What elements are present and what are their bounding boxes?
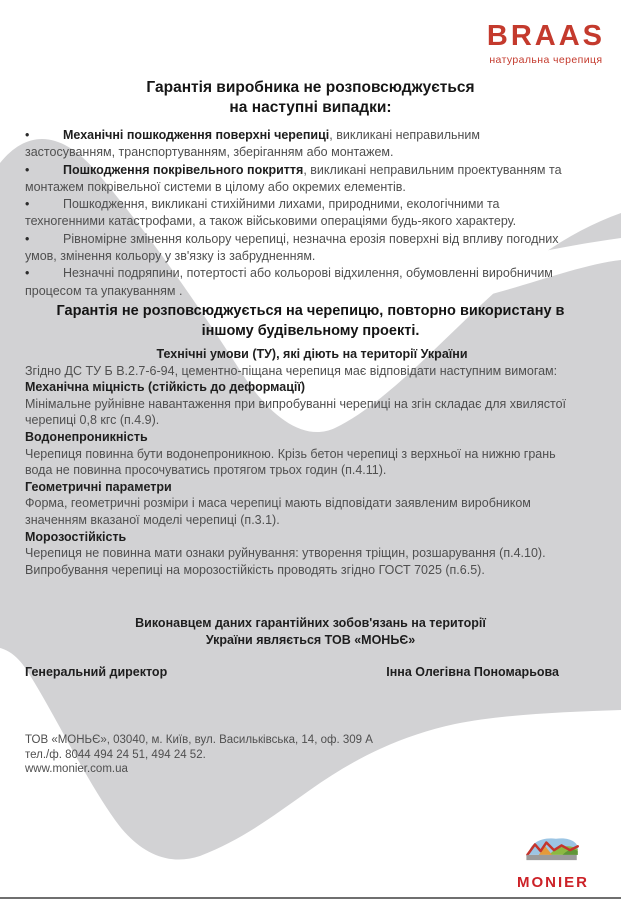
monier-logo xyxy=(507,834,599,891)
exclusion-item xyxy=(25,127,573,162)
exclusion-item-bold: Механічні пошкодження поверхні черепиці xyxy=(63,128,330,142)
tech-section-title-frost: Морозостійкість xyxy=(25,529,127,544)
bullet-icon: • xyxy=(25,197,30,212)
technical-conditions-section xyxy=(25,346,599,578)
exclusion-item-text: , викликані неправильним застосуванням, транспортуванням, зберіганням або монтажем. xyxy=(25,128,481,160)
executor-note xyxy=(0,615,621,649)
monier-wordmark: MONIER xyxy=(517,874,589,891)
braas-logo xyxy=(487,22,605,66)
tech-section-title-waterproof: Водонепроникність xyxy=(25,429,148,444)
tech-section-text: Черепиця повинна бути водонепроникною. Крізь бетон черепиці з верхньої на нижню грань вода не повинна просочуватись протягом трьох годин (п.4.11). xyxy=(25,446,556,478)
executor-note-line2: України являється ТОВ «МОНЬЄ» xyxy=(205,633,416,647)
exclusion-item xyxy=(25,265,573,300)
tech-section-text: Форма, геометричні розміри і маса черепиці мають відповідати заявленим виробником значенням вказаної моделі черепиці (п.3.1). xyxy=(25,496,531,527)
executor-note-line1: Виконавцем даних гарантійних зобов'язань на території xyxy=(135,616,486,630)
footer-phone: тел./ф. 8044 494 24 51, 494 24 52. xyxy=(25,748,206,761)
tech-section-text: Черепиця не повинна мати ознаки руйнування: утворення тріщин, розшарування (п.4.10). xyxy=(25,546,546,561)
tech-section-text: Мінімальне руйнівне навантаження при випробуванні черепиці на згін складає для хвилястої черепиці 0,8 кгс (п.4.9). xyxy=(25,396,566,428)
signature-position: Генеральний директор xyxy=(25,665,168,679)
braas-wordmark: BRAAS xyxy=(486,20,605,52)
exclusion-item-text: , викликані неправильним проектуванням та монтажем покрівельної системи в цілому або окремих елементів. xyxy=(25,162,562,194)
exclusion-item-text: Незначні подряпини, потертості або кольорові відхилення, обумовленні виробничим процесом та упакуванням . xyxy=(25,266,553,298)
tech-heading: Технічні умови (ТУ), які діють на території України xyxy=(156,347,468,361)
tech-section-title-mechanical: Механічна міцність (стійкість до деформації) xyxy=(25,380,306,395)
exclusion-item xyxy=(25,162,573,197)
reuse-warranty-note-line2: іншому будівельному проекті. xyxy=(201,323,420,339)
tech-section-title-geometry: Геометричні параметри xyxy=(25,479,172,494)
exclusion-item-bold: Пошкодження покрівельного покриття xyxy=(63,162,304,177)
document-title xyxy=(0,78,621,118)
document-title-line1: Гарантія виробника не розповсюджується xyxy=(146,79,475,96)
tech-section-text: Випробування черепиці на морозостійкість проводять згідно ГОСТ 7025 (п.6.5). xyxy=(25,562,485,577)
braas-tagline: натуральна черепиця xyxy=(489,54,603,66)
tech-intro: Згідно ДС ТУ Б В.2.7-6-94, цементно-піщана черепиця має відповідати наступним вимогам: xyxy=(25,363,558,378)
monier-icon-base-bar xyxy=(526,855,576,860)
document-title-line2: на наступні випадки: xyxy=(229,99,392,116)
bullet-icon: • xyxy=(25,231,30,246)
exclusion-item xyxy=(25,196,573,231)
footer-contacts xyxy=(25,733,373,777)
reuse-warranty-note xyxy=(30,301,591,341)
exclusions-list xyxy=(25,127,573,300)
footer-address: ТОВ «МОНЬЄ», 03040, м. Київ, вул. Васильківська, 14, оф. 309 А xyxy=(25,734,373,746)
bullet-icon: • xyxy=(25,162,30,177)
exclusion-item xyxy=(25,231,573,266)
reuse-warranty-note-line1: Гарантія не розповсюджується на черепицю, повторно використану в xyxy=(56,303,565,319)
exclusion-item-text: Рівномірне змінення кольору черепиці, незначна ерозія поверхні від впливу погодних умов, змінення кольору у зв'язку із забрудненням. xyxy=(25,231,559,264)
signature-row xyxy=(25,665,559,679)
monier-landscape-icon xyxy=(524,834,582,872)
page-edge-line xyxy=(0,897,621,899)
exclusion-item-text: Пошкодження, викликані стихійними лихами, природними, екологічними та техногенними катастрофами, а також військовими операціями будь-якого характеру. xyxy=(25,197,517,229)
bullet-icon: • xyxy=(25,266,30,281)
bullet-icon: • xyxy=(25,128,30,142)
footer-website: www.monier.com.ua xyxy=(25,763,128,775)
signature-name: Інна Олегівна Пономарьова xyxy=(386,665,559,679)
